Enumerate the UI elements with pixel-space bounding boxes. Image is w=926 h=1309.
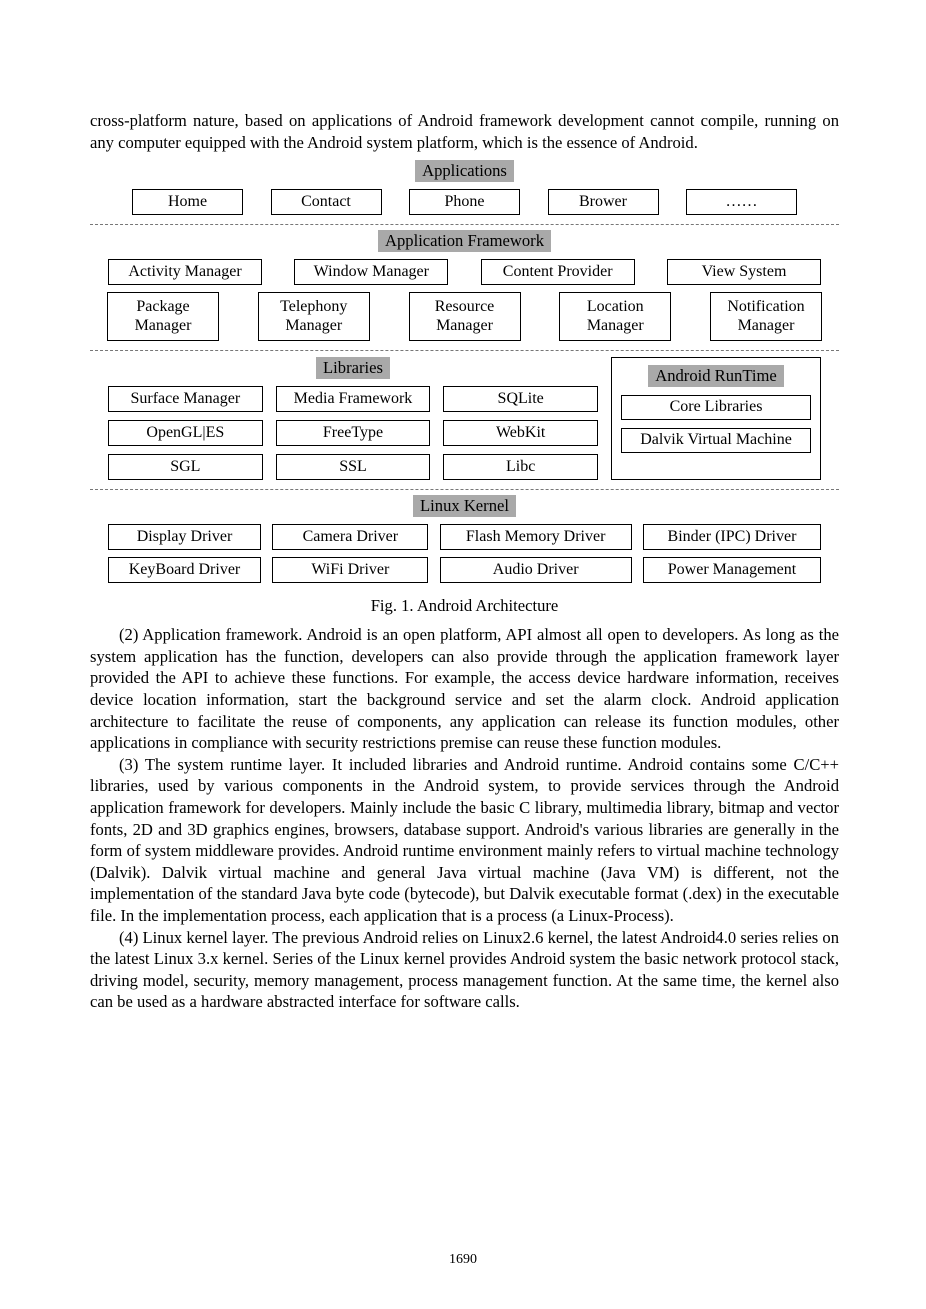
framework-layer-label-row [90, 230, 839, 252]
lib-box-sqlite: SQLite [443, 386, 598, 412]
kernel-row-1 [90, 524, 839, 550]
kernel-box-keyboard-driver: KeyBoard Driver [108, 557, 261, 583]
kernel-layer-label-row [90, 495, 839, 517]
libraries-layer-label: Libraries [316, 357, 390, 379]
figure-caption: Fig. 1. Android Architecture [370, 596, 559, 616]
lib-box-opengl-es: OpenGL|ES [108, 420, 263, 446]
intro-paragraph: cross-platform nature, based on applications of Android framework development cannot compile, running on any computer equipped with the Android system platform, which is the essence of Android. [90, 111, 839, 152]
kernel-box-power-management: Power Management [643, 557, 821, 583]
lib-box-webkit: WebKit [443, 420, 598, 446]
app-box-home: Home [132, 189, 243, 215]
applications-layer-label-row [90, 160, 839, 182]
libraries-section [90, 357, 839, 480]
fw-box-view-system: View System [667, 259, 821, 285]
kernel-box-display-driver: Display Driver [108, 524, 261, 550]
lib-box-sgl: SGL [108, 454, 263, 480]
lib-box-media-framework: Media Framework [276, 386, 431, 412]
fw-box-notification-manager: Notification Manager [710, 292, 822, 341]
android-runtime-box [611, 357, 821, 480]
libraries-layer-label-row [108, 357, 598, 379]
applications-layer-label: Applications [415, 160, 514, 182]
app-box-phone: Phone [409, 189, 520, 215]
libraries-left-column [108, 357, 598, 480]
paragraph-3: (3) The system runtime layer. It included libraries and Android runtime. Android contains some C/C++ libraries, used by various components in the Android system, to provide services through the Android application framework for developers. Mainly include the basic C library, multimedia library, bitmap and vector fonts, 2D and 3D graphics engines, browsers, database support. Android's various libraries are generally in the form of system middleware provides. Android runtime environment mainly refers to virtual machine technology (Dalvik). Dalvik virtual machine and general Java virtual machine (Java VM) is different, not the implementation of the standard Java byte code (bytecode), but Dalvik executable format (.dex) in the executable file. In the implementation process, each application that is a process (a Linux-Process). [90, 754, 839, 925]
runtime-label-row [621, 365, 811, 387]
runtime-box-dalvik-vm: Dalvik Virtual Machine [621, 428, 811, 453]
runtime-box-core-libraries: Core Libraries [621, 395, 811, 420]
framework-row-1 [90, 259, 839, 285]
fw-box-window-manager: Window Manager [294, 259, 448, 285]
fw-box-package-manager: Package Manager [107, 292, 219, 341]
app-box-ellipsis: …… [686, 189, 797, 215]
applications-row [90, 189, 839, 215]
libraries-grid [108, 386, 598, 480]
android-architecture-figure [90, 160, 839, 616]
lib-box-freetype: FreeType [276, 420, 431, 446]
framework-layer-label: Application Framework [378, 230, 551, 252]
kernel-box-binder-ipc-driver: Binder (IPC) Driver [643, 524, 821, 550]
kernel-row-2 [90, 557, 839, 583]
fw-box-resource-manager: Resource Manager [409, 292, 521, 341]
layer-separator [90, 489, 839, 490]
framework-row-2 [90, 292, 839, 341]
layer-separator [90, 224, 839, 225]
app-box-brower: Brower [548, 189, 659, 215]
kernel-box-audio-driver: Audio Driver [440, 557, 632, 583]
layer-separator [90, 350, 839, 351]
paragraph-4: (4) Linux kernel layer. The previous Android relies on Linux2.6 kernel, the latest Android4.0 series relies on the latest Linux 3.x kernel. Series of the Linux kernel provides Android system the basic network protocol stack, driving model, security, memory management, process management function. At the same time, the kernel also can be used as a hardware abstracted interface for software calls. [90, 927, 839, 1012]
app-box-contact: Contact [271, 189, 382, 215]
kernel-box-wifi-driver: WiFi Driver [272, 557, 428, 583]
paragraph-2: (2) Application framework. Android is an open platform, API almost all open to developers. As long as the system application has the function, developers can also provide through the application framework layer provided the API to achieve these functions. For example, the access device hardware information, receives device location information, start the background service and set the alarm clock. Android application architecture to facilitate the reuse of components, any application can release its function modules, other applications in compliance with security restrictions premise can reuse these function modules. [90, 625, 839, 753]
lib-box-surface-manager: Surface Manager [108, 386, 263, 412]
kernel-box-camera-driver: Camera Driver [272, 524, 428, 550]
page-number: 1690 [449, 1252, 477, 1267]
runtime-label: Android RunTime [648, 365, 784, 387]
fw-box-telephony-manager: Telephony Manager [258, 292, 370, 341]
page-content [90, 110, 839, 1013]
fw-box-content-provider: Content Provider [481, 259, 635, 285]
kernel-layer-label: Linux Kernel [413, 495, 516, 517]
lib-box-ssl: SSL [276, 454, 431, 480]
fw-box-activity-manager: Activity Manager [108, 259, 262, 285]
kernel-box-flash-memory-driver: Flash Memory Driver [440, 524, 632, 550]
fw-box-location-manager: Location Manager [559, 292, 671, 341]
lib-box-libc: Libc [443, 454, 598, 480]
